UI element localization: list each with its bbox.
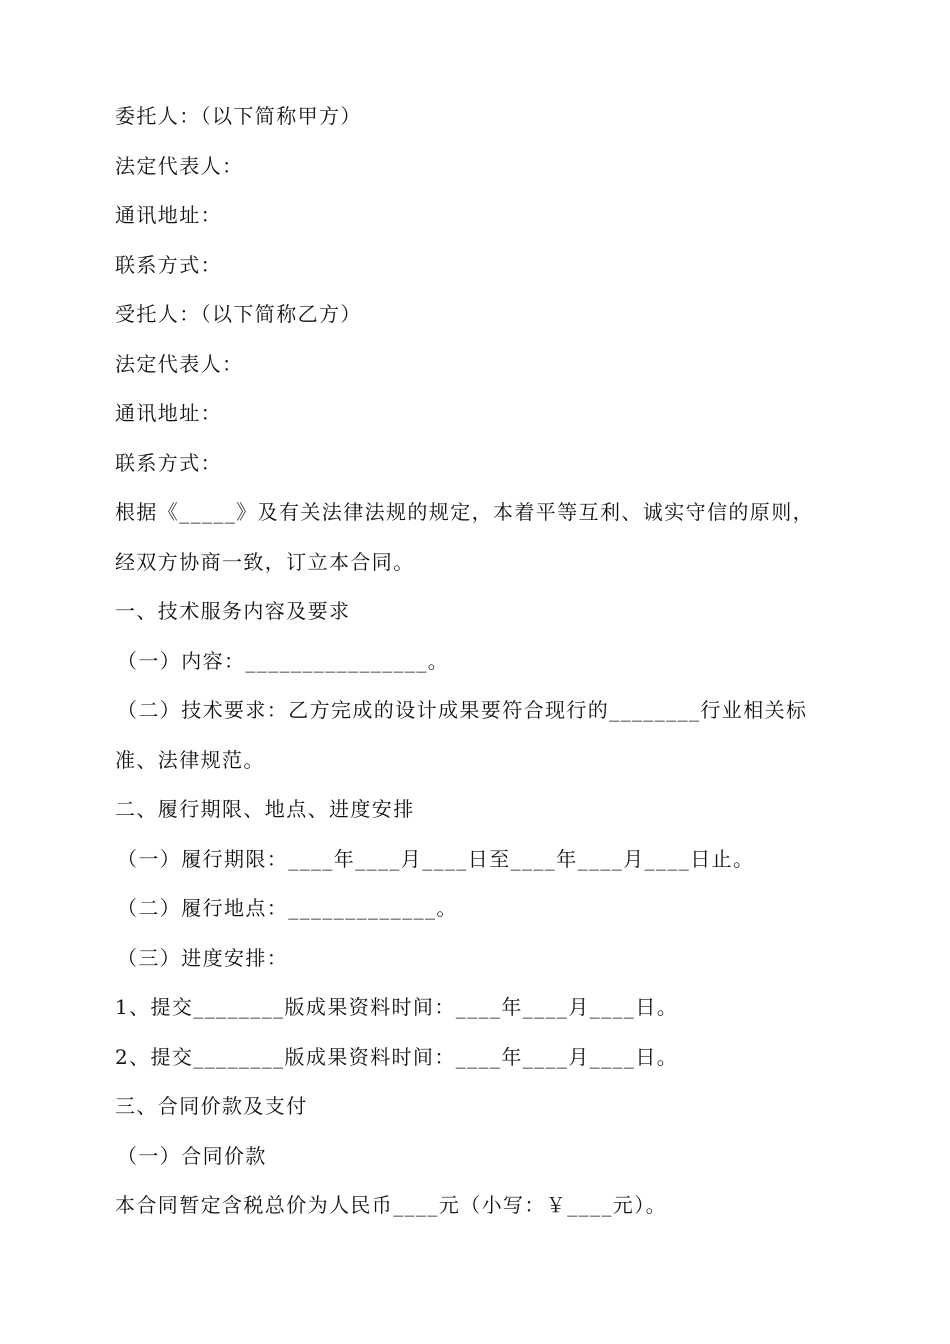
contractor-label: 受托人：（以下简称乙方） [115,302,362,326]
section-2-location: （二）履行地点：_____________。 [117,896,458,920]
preamble-line-2: 经双方协商一致，订立本合同。 [115,549,415,574]
contractor-address: 通讯地址： [115,401,222,425]
client-contact: 联系方式： [115,252,222,277]
section-3-price-text: 本合同暂定含税总价为人民币____元（小写：￥____元）。 [115,1193,667,1217]
section-1-requirements-line-1: （二）技术要求：乙方完成的设计成果要符合现行的________行业相关标 [117,698,808,722]
schedule-item-2: 2、提交________版成果资料时间：____年____月____日。 [115,1044,679,1069]
section-2-period: （一）履行期限：____年____月____日至____年____月____日止。 [117,846,755,871]
section-1-requirements-line-2: 准、法律规范。 [115,747,265,772]
preamble-line-1: 根据《_____》及有关法律法规的规定，本着平等互利、诚实守信的原则， [115,500,814,524]
contractor-contact: 联系方式： [115,450,222,475]
client-legal-rep: 法定代表人： [115,153,244,178]
section-2-heading: 二、履行期限、地点、进度安排 [115,797,415,821]
contractor-legal-rep: 法定代表人： [115,351,244,376]
client-address: 通讯地址： [115,203,222,227]
client-label: 委托人：（以下简称甲方） [115,104,362,128]
section-1-content: （一）内容：________________。 [117,648,450,673]
section-3-heading: 三、合同价款及支付 [115,1094,308,1118]
schedule-item-1: 1、提交________版成果资料时间：____年____月____日。 [115,995,679,1019]
contract-body [115,104,875,1243]
section-2-schedule: （三）进度安排： [117,945,289,970]
section-3-price-heading: （一）合同价款 [117,1143,267,1168]
section-1-heading: 一、技术服务内容及要求 [115,599,351,623]
